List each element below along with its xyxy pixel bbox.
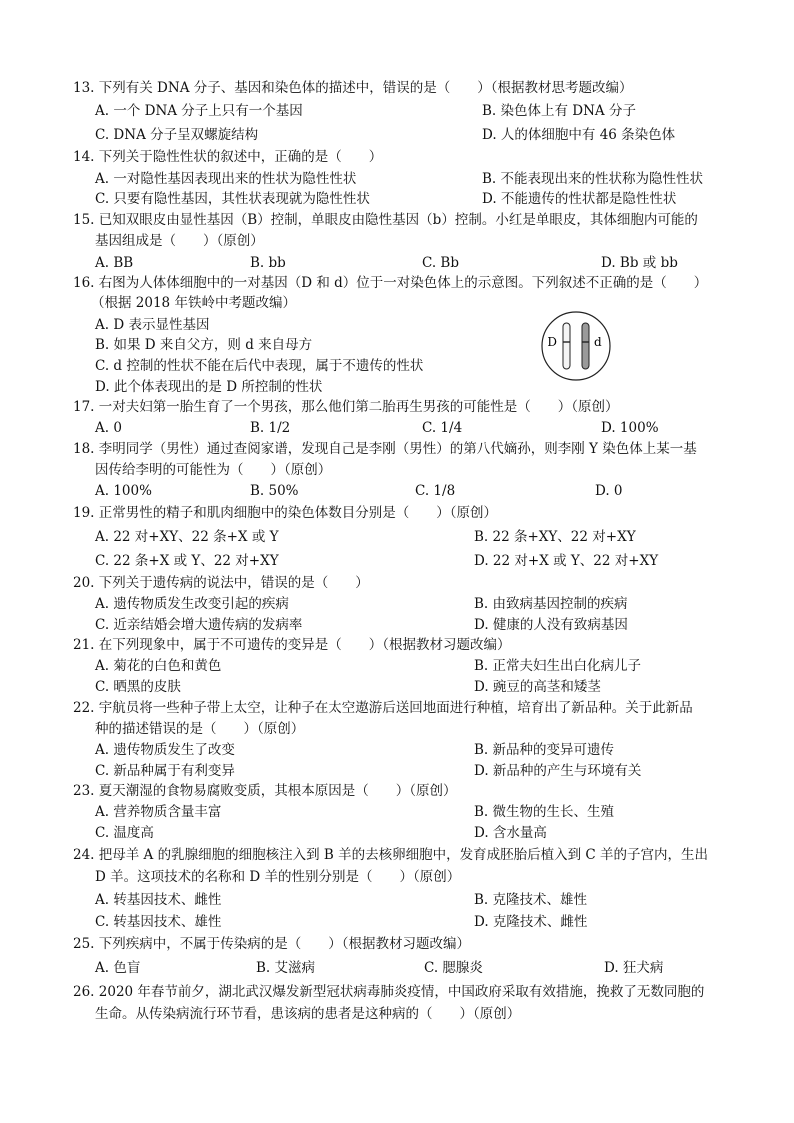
q25-option-a: A. 色盲 [95,960,141,976]
q17-option-b: B. 1/2 [250,420,291,436]
q21-option-c: C. 晒黑的皮肤 [95,679,181,695]
question-26-stem: 26. 2020 年春节前夕，湖北武汉爆发新型冠状病毒肺炎疫情，中国政府采取有效措施，挽救了无数同胞的 [73,984,705,1000]
q18-option-d: D. 0 [595,483,623,499]
question-16-stem-cont: （根据 2018 年铁岭中考题改编） [91,295,296,311]
question-22-stem-cont: 种的描述错误的是（ ）（原创） [95,721,305,737]
question-17-stem: 17. 一对夫妇第一胎生育了一个男孩，那么他们第二胎再生男孩的可能性是（ ）（原创） [73,399,619,415]
question-19-stem: 19. 正常男性的精子和肌肉细胞中的染色体数目分别是（ ）（原创） [73,505,498,521]
q14-option-b: B. 不能表现出来的性状称为隐性性状 [482,171,704,187]
q21-option-d: D. 豌豆的高茎和矮茎 [474,679,601,695]
q16-option-d: D. 此个体表现出的是 D 所控制的性状 [95,379,323,395]
q18-option-b: B. 50% [250,483,299,499]
q20-option-b: B. 由致病基因控制的疾病 [474,596,628,612]
q15-option-b: B. bb [250,255,286,271]
q24-option-b: B. 克隆技术、雄性 [474,892,588,908]
q16-option-b: B. 如果 D 来自父方，则 d 来自母方 [95,337,313,353]
q13-option-b: B. 染色体上有 DNA 分子 [482,103,636,119]
q16-option-c: C. d 控制的性状不能在后代中表现，属于不遗传的性状 [95,358,424,374]
q14-option-a: A. 一对隐性基因表现出来的性状为隐性性状 [95,171,357,187]
q19-option-a: A. 22 对+XY、22 条+X 或 Y [95,529,279,545]
q14-option-c: C. 只要有隐性基因，其性状表现就为隐性性状 [95,191,370,207]
q22-option-c: C. 新品种属于有利变异 [95,763,235,779]
q23-option-a: A. 营养物质含量丰富 [95,804,222,820]
q20-option-a: A. 遗传物质发生改变引起的疾病 [95,596,289,612]
q23-option-c: C. 温度高 [95,825,154,841]
q22-option-a: A. 遗传物质发生了改变 [95,742,235,758]
q17-option-c: C. 1/4 [422,420,463,436]
q22-option-d: D. 新品种的产生与环境有关 [474,763,642,779]
question-20-stem: 20. 下列关于遗传病的说法中，错误的是（ ） [73,575,369,591]
q13-option-d: D. 人的体细胞中有 46 条染色体 [482,127,676,143]
q19-option-b: B. 22 条+XY、22 对+XY [474,529,636,545]
q20-option-c: C. 近亲结婚会增大遗传病的发病率 [95,617,303,633]
q22-option-b: B. 新品种的变异可遗传 [474,742,615,758]
q23-option-d: D. 含水量高 [474,825,547,841]
q16-option-a: A. D 表示显性基因 [95,317,210,333]
q15-option-d: D. Bb 或 bb [601,255,678,271]
chromosome-right [582,323,589,369]
question-23-stem: 23. 夏天潮湿的食物易腐败变质，其根本原因是（ ）（原创） [73,783,457,799]
q17-option-d: D. 100% [601,420,659,436]
chromosome-left [563,323,570,369]
question-26-stem-cont: 生命。从传染病流行环节看，患该病的患者是这种病的（ ）（原创） [95,1006,521,1022]
chromosome-pair-figure [536,310,616,382]
q24-option-c: C. 转基因技术、雄性 [95,914,222,930]
question-14-stem: 14. 下列关于隐性性状的叙述中，正确的是（ ） [73,149,383,165]
question-15-stem-cont: 基因组成是（ ）（原创） [95,233,264,249]
q25-option-b: B. 艾滋病 [256,960,316,976]
q18-option-c: C. 1/8 [415,483,456,499]
question-15-stem: 15. 已知双眼皮由显性基因（B）控制，单眼皮由隐性基因（b）控制。小红是单眼皮，其体细胞内可能的 [73,212,698,228]
q15-option-a: A. BB [95,255,134,271]
question-22-stem: 22. 宇航员将一些种子带上太空，让种子在太空遨游后送回地面进行种植，培育出了新品种。关于此新品 [73,700,693,716]
q21-option-a: A. 菊花的白色和黄色 [95,658,222,674]
q13-option-c: C. DNA 分子呈双螺旋结构 [95,127,259,143]
q24-option-d: D. 克隆技术、雌性 [474,914,588,930]
gene-label-D: D [547,335,557,349]
question-25-stem: 25. 下列疾病中，不属于传染病的是（ ）（根据教材习题改编） [73,936,471,952]
q19-option-c: C. 22 条+X 或 Y、22 对+XY [95,553,279,569]
q25-option-d: D. 狂犬病 [604,960,664,976]
q19-option-d: D. 22 对+X 或 Y、22 对+XY [474,553,659,569]
q15-option-c: C. Bb [422,255,459,271]
question-16-stem: 16. 右图为人体体细胞中的一对基因（D 和 d）位于一对染色体上的示意图。下列叙述不正确的是（ ） [73,275,708,291]
q18-option-a: A. 100% [95,483,152,499]
question-24-stem-cont: D 羊。这项技术的名称和 D 羊的性别分别是（ ）（原创） [95,869,461,885]
gene-label-d: d [594,335,602,349]
question-18-stem: 18. 李明同学（男性）通过查阅家谱，发现自己是李刚（男性）的第八代嫡孙，则李刚 Y 染色体上某一基 [73,441,697,457]
q17-option-a: A. 0 [95,420,122,436]
question-21-stem: 21. 在下列现象中，属于不可遗传的变异是（ ）（根据教材习题改编） [73,637,511,653]
q14-option-d: D. 不能遗传的性状都是隐性性状 [482,191,677,207]
q13-option-a: A. 一个 DNA 分子上只有一个基因 [95,103,303,119]
q23-option-b: B. 微生物的生长、生殖 [474,804,615,820]
question-18-stem-cont: 因传给李明的可能性为（ ）（原创） [95,462,332,478]
question-13-stem: 13. 下列有关 DNA 分子、基因和染色体的描述中，错误的是（ ）（根据教材思考题改编） [73,80,633,96]
question-24-stem: 24. 把母羊 A 的乳腺细胞的细胞核注入到 B 羊的去核卵细胞中，发育成胚胎后植入到 C 羊的子宫内，生出 [73,847,709,863]
q20-option-d: D. 健康的人没有致病基因 [474,617,628,633]
q24-option-a: A. 转基因技术、雌性 [95,892,222,908]
q25-option-c: C. 腮腺炎 [424,960,483,976]
q21-option-b: B. 正常夫妇生出白化病儿子 [474,658,642,674]
